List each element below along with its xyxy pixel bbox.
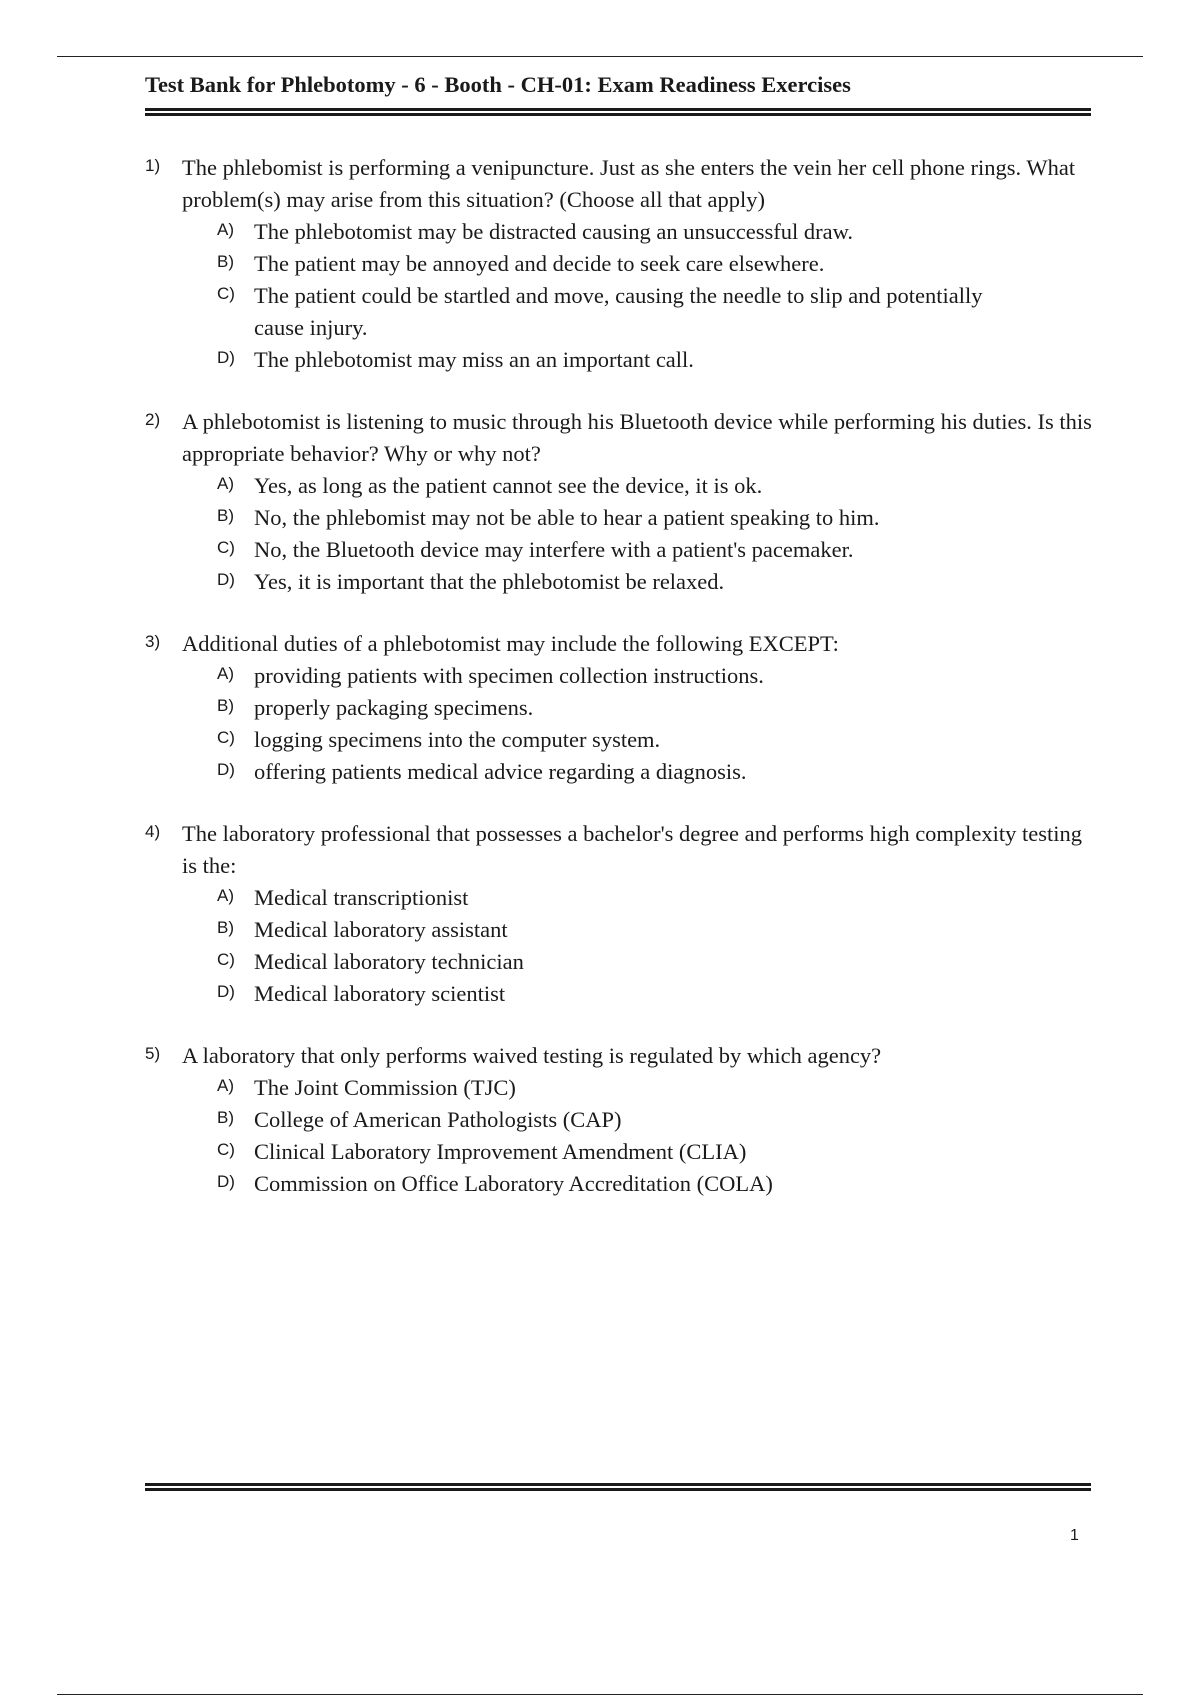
footer-double-rule <box>145 1483 1091 1491</box>
option-a <box>217 470 1095 502</box>
question-text: A phlebotomist is listening to music through his Bluetooth device while performing his duties. Is this appropriate behavior? Why or why not? <box>182 409 1092 466</box>
page-bottom-rule <box>57 1694 1143 1695</box>
option-list <box>217 882 1095 1010</box>
question-4 <box>145 818 1095 1010</box>
question-text: The laboratory professional that possesses a bachelor's degree and performs high complexity testing is the: <box>182 821 1083 878</box>
option-a <box>217 660 1095 692</box>
option-b <box>217 692 1095 724</box>
page-top-rule <box>57 56 1143 57</box>
option-letter: D) <box>217 570 235 589</box>
option-text: Commission on Office Laboratory Accreditation (COLA) <box>254 1171 773 1196</box>
option-letter: D) <box>217 982 235 1001</box>
option-text: No, the phlebomist may not be able to hear a patient speaking to him. <box>254 505 880 530</box>
option-letter: B) <box>217 252 234 271</box>
option-text: Medical transcriptionist <box>254 885 469 910</box>
option-b <box>217 914 1095 946</box>
option-c <box>217 1136 1095 1168</box>
option-letter: B) <box>217 1108 234 1127</box>
option-letter: B) <box>217 696 234 715</box>
option-d <box>217 978 1095 1010</box>
option-text: The phlebotomist may be distracted causing an unsuccessful draw. <box>254 219 853 244</box>
option-a <box>217 1072 1095 1104</box>
option-letter: C) <box>217 1140 235 1159</box>
option-text: Medical laboratory technician <box>254 949 524 974</box>
option-c <box>217 946 1095 978</box>
question-5 <box>145 1040 1095 1200</box>
option-letter: A) <box>217 886 234 905</box>
option-b <box>217 248 1095 280</box>
option-list <box>217 1072 1095 1200</box>
question-3 <box>145 628 1095 788</box>
option-letter: A) <box>217 220 234 239</box>
question-1 <box>145 152 1095 376</box>
option-text: properly packaging specimens. <box>254 695 534 720</box>
option-list <box>217 216 1095 376</box>
option-d <box>217 756 1095 788</box>
option-b <box>217 1104 1095 1136</box>
option-letter: A) <box>217 1076 234 1095</box>
option-a <box>217 216 1095 248</box>
question-text: The phlebomist is performing a venipuncture. Just as she enters the vein her cell phone rings. What problem(s) may arise from this situation? (Choose all that apply) <box>182 155 1076 212</box>
question-number: 3) <box>145 632 161 651</box>
page-number: 1 <box>1070 1527 1079 1544</box>
option-letter: C) <box>217 728 235 747</box>
option-b <box>217 502 1095 534</box>
option-text: offering patients medical advice regarding a diagnosis. <box>254 759 747 784</box>
option-text: Yes, as long as the patient cannot see the device, it is ok. <box>254 473 763 498</box>
option-letter: D) <box>217 760 235 779</box>
option-letter: C) <box>217 538 235 557</box>
option-letter: D) <box>217 348 235 367</box>
option-c <box>217 724 1095 756</box>
option-list <box>217 470 1095 598</box>
header-double-rule <box>145 108 1091 116</box>
option-text: No, the Bluetooth device may interfere with a patient's pacemaker. <box>254 537 854 562</box>
option-text: The Joint Commission (TJC) <box>254 1075 516 1100</box>
option-c <box>217 280 1095 344</box>
option-letter: B) <box>217 918 234 937</box>
question-number: 5) <box>145 1044 161 1063</box>
option-text: Clinical Laboratory Improvement Amendment (CLIA) <box>254 1139 747 1164</box>
page-title: Test Bank for Phlebotomy - 6 - Booth - CH-01: Exam Readiness Exercises <box>145 72 851 97</box>
option-letter: D) <box>217 1172 235 1191</box>
question-list <box>145 152 1095 1230</box>
question-number: 4) <box>145 822 161 841</box>
option-letter: B) <box>217 506 234 525</box>
option-text: The patient could be startled and move, causing the needle to slip and potentially cause injury. <box>254 283 983 340</box>
option-letter: A) <box>217 664 234 683</box>
option-d <box>217 566 1095 598</box>
question-number: 1) <box>145 156 161 175</box>
option-letter: C) <box>217 284 235 303</box>
option-text: The phlebotomist may miss an an important call. <box>254 347 694 372</box>
option-text: Medical laboratory assistant <box>254 917 508 942</box>
option-letter: C) <box>217 950 235 969</box>
question-text: Additional duties of a phlebotomist may include the following EXCEPT: <box>182 631 839 656</box>
option-d <box>217 344 1095 376</box>
question-2 <box>145 406 1095 598</box>
option-list <box>217 660 1095 788</box>
option-c <box>217 534 1095 566</box>
option-text: College of American Pathologists (CAP) <box>254 1107 622 1132</box>
option-a <box>217 882 1095 914</box>
option-text: Medical laboratory scientist <box>254 981 506 1006</box>
option-d <box>217 1168 1095 1200</box>
option-text: Yes, it is important that the phlebotomist be relaxed. <box>254 569 725 594</box>
option-text: The patient may be annoyed and decide to seek care elsewhere. <box>254 251 825 276</box>
question-text: A laboratory that only performs waived testing is regulated by which agency? <box>182 1043 882 1068</box>
option-letter: A) <box>217 474 234 493</box>
option-text: logging specimens into the computer system. <box>254 727 661 752</box>
question-number: 2) <box>145 410 161 429</box>
option-text: providing patients with specimen collection instructions. <box>254 663 764 688</box>
